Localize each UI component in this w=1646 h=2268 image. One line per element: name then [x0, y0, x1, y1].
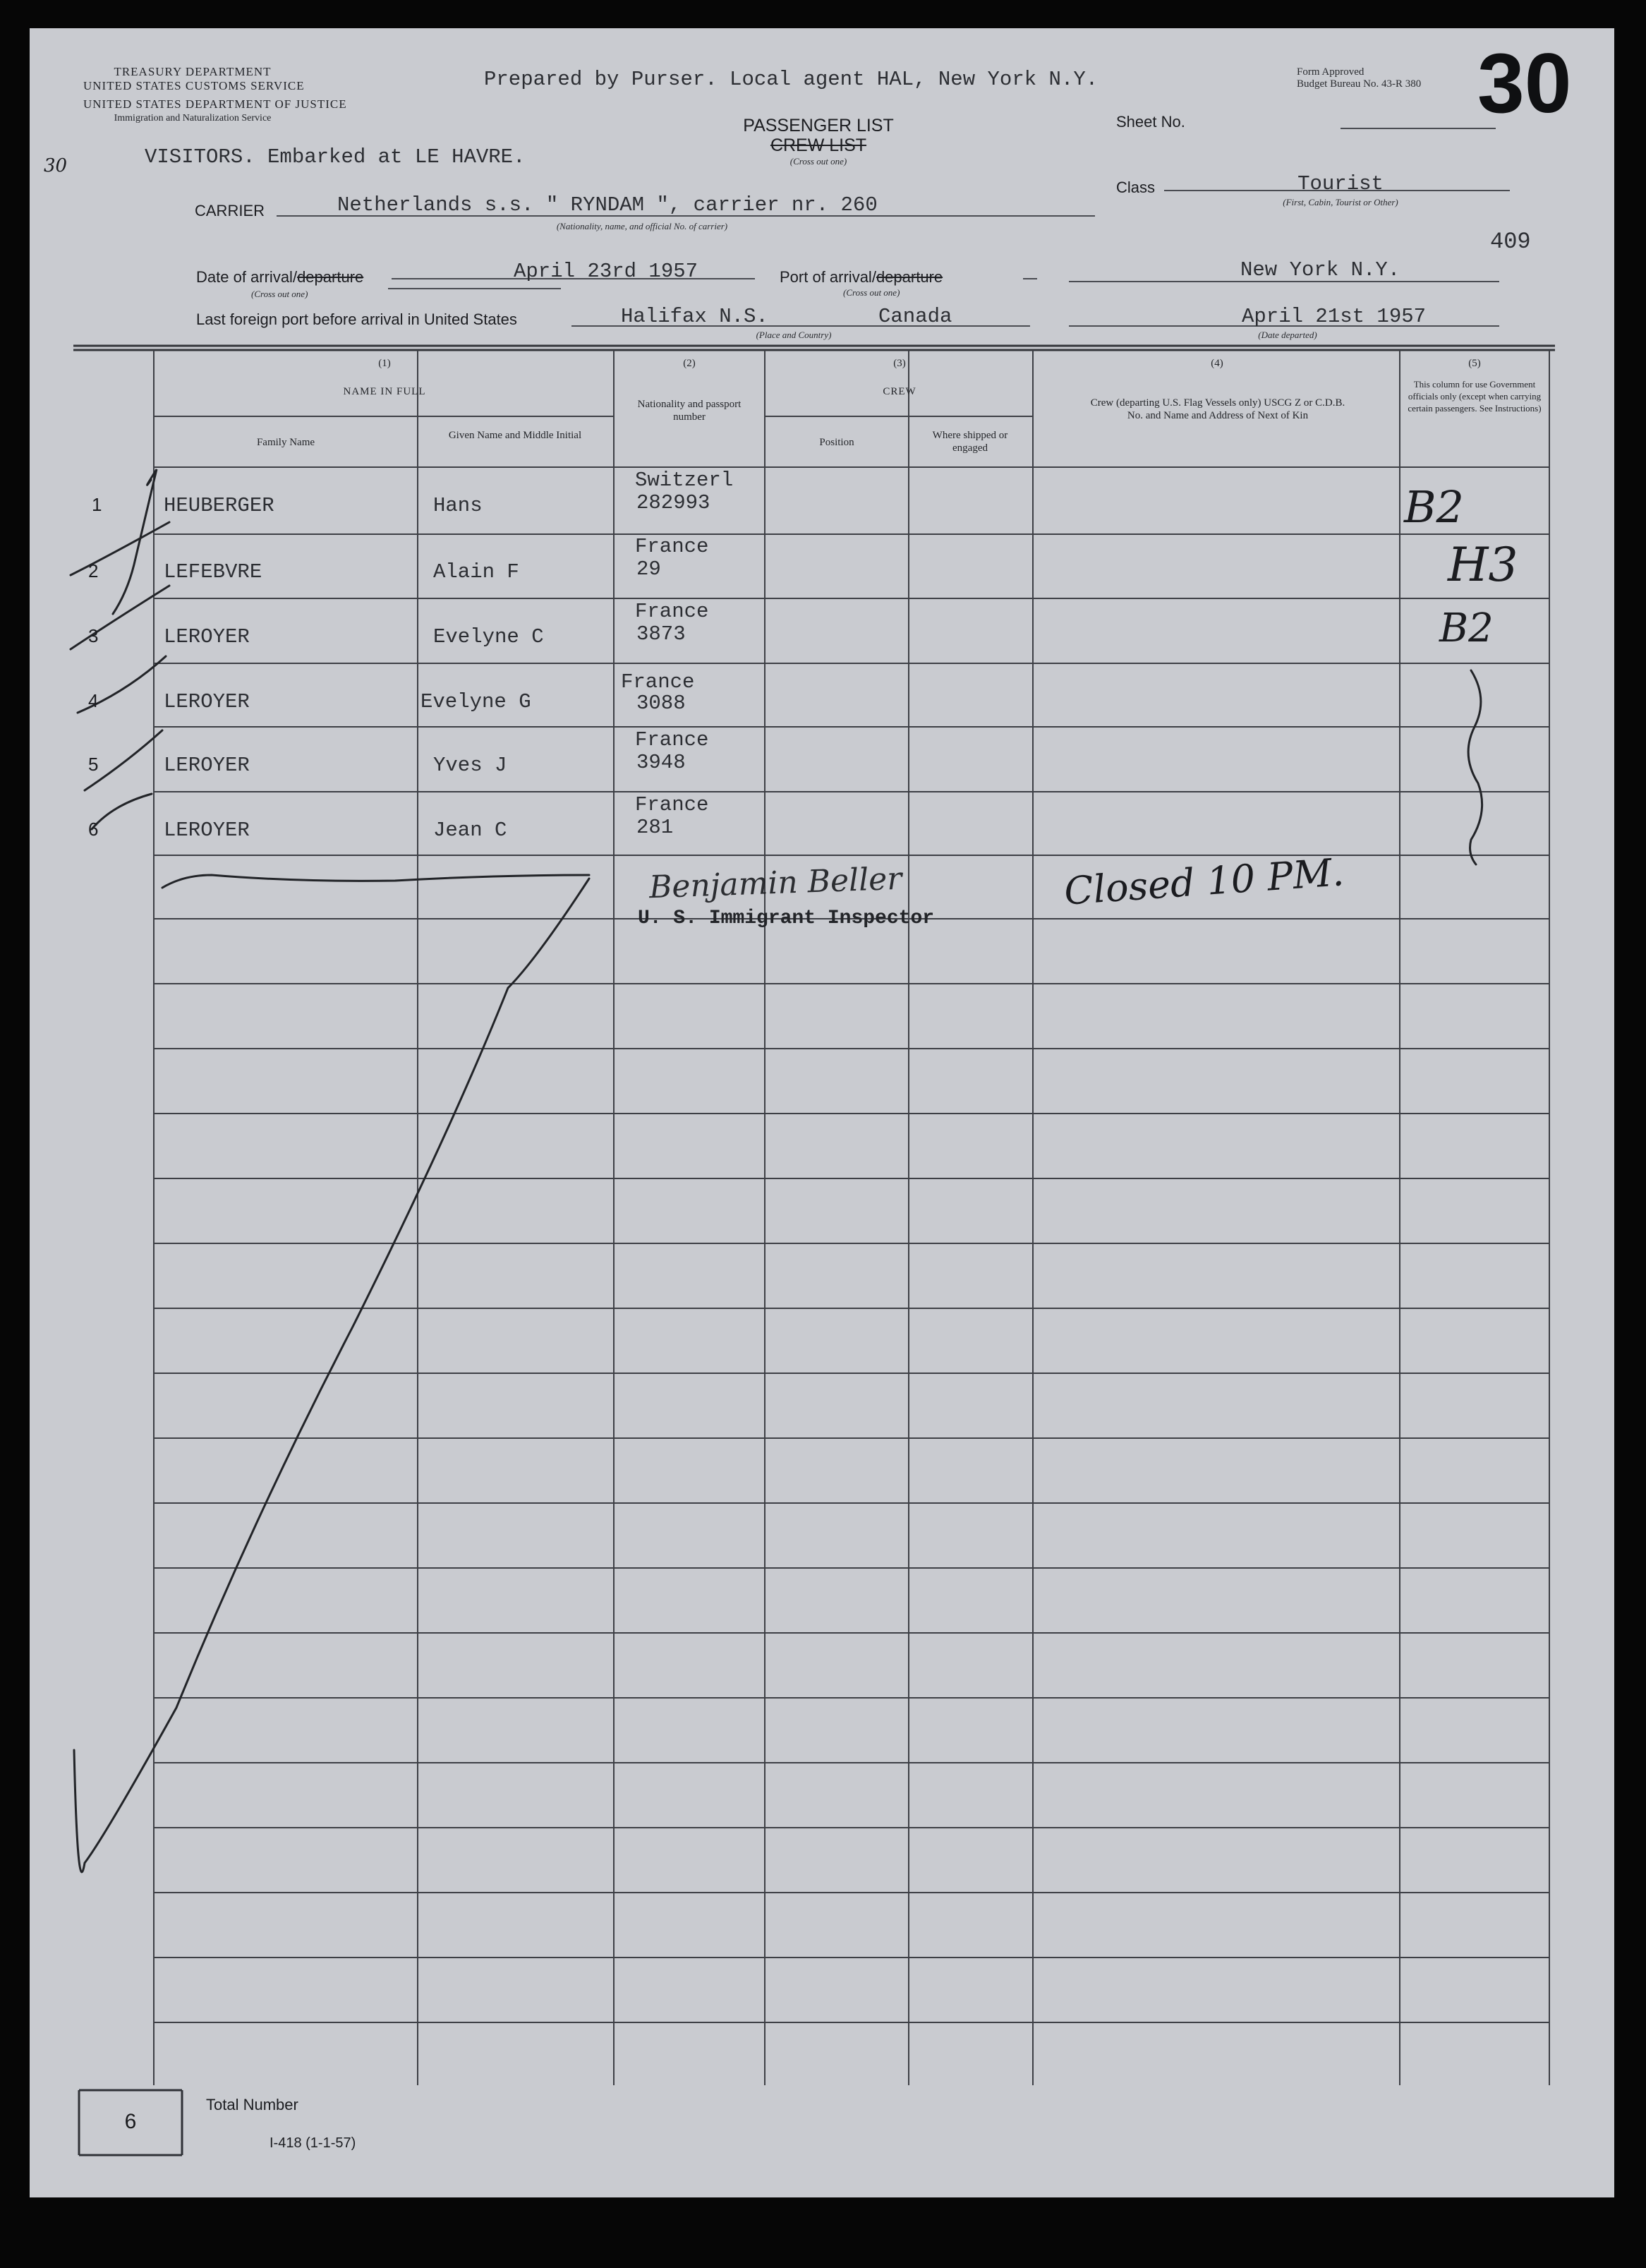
- passport-cell: 3948: [636, 751, 686, 774]
- carrier-label: CARRIER: [195, 202, 265, 219]
- table-row: [0, 793, 1646, 857]
- row-number: 3: [88, 625, 99, 646]
- official-mark: B2: [1404, 481, 1465, 533]
- cross-out-caption: (Cross out one): [789, 156, 847, 167]
- diagonal-cancel-line: [74, 879, 589, 1872]
- col5-number: (5): [1468, 358, 1481, 369]
- place-caption: (Place and Country): [756, 330, 832, 340]
- family-name-cell: LEROYER: [164, 754, 250, 777]
- agency-customs: UNITED STATES CUSTOMS SERVICE: [83, 79, 305, 92]
- inspector-signature: Benjamin Beller: [648, 860, 903, 906]
- arrival-date: April 23rd 1957: [514, 260, 698, 283]
- prepared-by: Prepared by Purser. Local agent HAL, New York N.Y.: [484, 68, 1099, 91]
- family-name-cell: HEUBERGER: [164, 494, 274, 517]
- visitors-line: VISITORS. Embarked at LE HAVRE.: [145, 145, 526, 169]
- col1-title: NAME IN FULL: [343, 386, 426, 397]
- departed-caption: (Date departed): [1258, 330, 1317, 340]
- last-port-value: Halifax N.S.: [621, 305, 768, 328]
- form-number: I-418 (1-1-57): [270, 2135, 356, 2151]
- budget-bureau: Budget Bureau No. 43-R 380: [1297, 78, 1422, 90]
- col4-title: Crew (departing U.S. Flag Vessels only) USCG Z or C.D.B. No. and Name and Address of Next of Kin: [1090, 397, 1345, 421]
- agency-ins: Immigration and Naturalization Service: [114, 113, 272, 123]
- agency-treasury: TREASURY DEPARTMENT: [114, 65, 272, 78]
- closed-note: Closed 10 PM.: [1063, 850, 1345, 914]
- col3-title: CREW: [883, 386, 916, 397]
- row-number: 4: [88, 690, 99, 711]
- date-caption: (Cross out one): [251, 289, 308, 299]
- last-port-label: Last foreign port before arrival in United States: [196, 310, 517, 328]
- crew-list-title: CREW LIST: [770, 135, 867, 155]
- position-header: Position: [819, 437, 854, 448]
- family-name-header: Family Name: [256, 437, 315, 448]
- table-row: [0, 600, 1646, 663]
- form-approved: Form Approved: [1297, 66, 1364, 78]
- port-label: Port of arrival/: [780, 268, 876, 286]
- passenger-list-title: PASSENGER LIST: [743, 116, 894, 135]
- given-name-header: Given Name and Middle Initial: [448, 430, 582, 441]
- nationality-cell: France: [621, 670, 695, 694]
- table-row: [0, 469, 1646, 532]
- table-row: [0, 535, 1646, 598]
- passport-cell: 282993: [636, 491, 710, 514]
- total-number-label: Total Number: [206, 2096, 298, 2113]
- official-mark: B2: [1439, 605, 1494, 651]
- row-number: 2: [88, 560, 99, 581]
- given-name-cell: Evelyne G: [420, 690, 531, 713]
- table-row: [0, 665, 1646, 728]
- port-caption: (Cross out one): [843, 287, 900, 298]
- official-mark: H3: [1448, 538, 1518, 592]
- inspector-title: U. S. Immigrant Inspector: [638, 907, 935, 929]
- passport-cell: 29: [636, 557, 661, 581]
- nationality-cell: France: [635, 728, 709, 752]
- row-number: 5: [88, 754, 99, 775]
- row-number: 6: [88, 819, 99, 840]
- given-name-cell: Jean C: [433, 819, 507, 842]
- sheet-no-label: Sheet No.: [1116, 113, 1185, 131]
- port-label-struck: departure: [876, 268, 943, 286]
- sheet-number-409: 409: [1490, 229, 1531, 255]
- col2-title: Nationality and passport number: [637, 399, 742, 423]
- nationality-cell: France: [635, 535, 709, 558]
- given-name-cell: Alain F: [433, 560, 519, 584]
- end-of-list-line: [162, 875, 589, 888]
- given-name-cell: Yves J: [433, 754, 507, 777]
- class-label: Class: [1116, 179, 1156, 196]
- arrival-port: New York N.Y.: [1240, 258, 1400, 282]
- row-number: 1: [92, 494, 102, 515]
- passport-cell: 3088: [636, 692, 686, 715]
- family-name-cell: LEROYER: [164, 690, 250, 713]
- passport-cell: 3873: [636, 622, 686, 646]
- date-label: Date of arrival/: [196, 268, 298, 286]
- passport-cell: 281: [636, 816, 674, 839]
- last-country-value: Canada: [878, 305, 952, 328]
- table-row: [0, 728, 1646, 792]
- stamp-number: 30: [1477, 36, 1572, 131]
- departed-value: April 21st 1957: [1242, 305, 1427, 328]
- nationality-cell: France: [635, 793, 709, 816]
- carrier-value: Netherlands s.s. " RYNDAM ", carrier nr. 260: [337, 193, 878, 217]
- margin-note: 30: [44, 155, 68, 176]
- total-number-value: 6: [124, 2110, 137, 2133]
- col1-number: (1): [378, 358, 391, 369]
- col2-number: (2): [683, 358, 696, 369]
- col3-number: (3): [893, 358, 906, 369]
- nationality-cell: Switzerl: [635, 469, 734, 492]
- class-value: Tourist: [1297, 172, 1384, 195]
- given-name-cell: Evelyne C: [433, 625, 544, 649]
- nationality-cell: France: [635, 600, 709, 623]
- where-shipped-header: Where shipped or engaged: [932, 430, 1008, 454]
- col5-title: This column for use Government officials only (except when carrying certain passengers. See Instructions): [1408, 379, 1542, 414]
- carrier-caption: (Nationality, name, and official No. of carrier): [556, 221, 728, 231]
- col4-number: (4): [1211, 358, 1223, 369]
- family-name-cell: LEROYER: [164, 625, 250, 649]
- agency-justice: UNITED STATES DEPARTMENT OF JUSTICE: [83, 97, 347, 111]
- family-name-cell: LEFEBVRE: [164, 560, 262, 584]
- class-caption: (First, Cabin, Tourist or Other): [1283, 197, 1398, 207]
- given-name-cell: Hans: [433, 494, 483, 517]
- date-label-struck: departure: [297, 268, 364, 286]
- family-name-cell: LEROYER: [164, 819, 250, 842]
